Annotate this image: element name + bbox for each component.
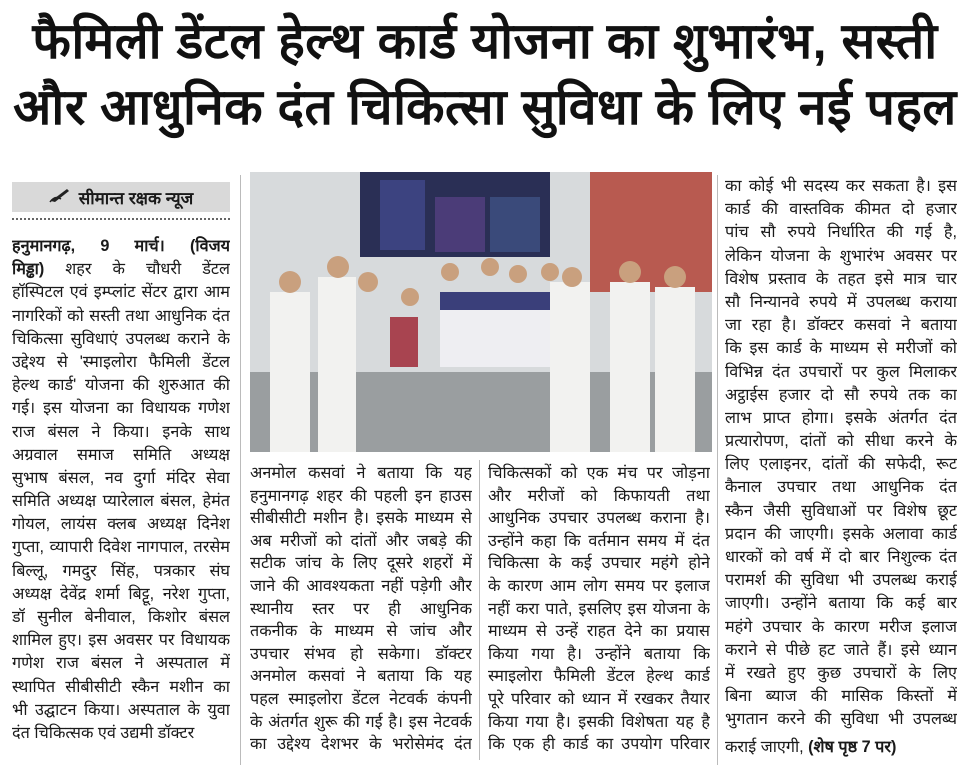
text-line: लेकिन योजना के शुभारंभ अवसर पर [725, 246, 957, 265]
text-line: कराने से पीछे हट जाते हैं। इसे ध्यान [725, 640, 957, 659]
text-line: का उद्देश्य देशभर के भरोसेमंद दंत [250, 735, 472, 754]
text-line: हॉस्पिटल एवं इम्प्लांट सेंटर द्वारा आम [12, 283, 230, 302]
column-divider [479, 460, 480, 760]
text-line: सुभाष बंसल, नव दुर्गा मंदिर सेवा [12, 468, 230, 487]
text-line: अग्रवाल समाज समिति अध्यक्ष [12, 445, 230, 464]
text-line: विभिन्न दंत उपचारों पर कुल मिलाकर [725, 362, 957, 381]
text-line [725, 736, 957, 759]
text-line: अब मरीजों को दांतों और जबड़े की [250, 531, 472, 550]
text-line: के कारण आम लोग समय पर इलाज [488, 576, 710, 595]
headline-line-1: फैमिली डेंटल हेल्थ कार्ड योजना का शुभारंभ, सस्ती [32, 13, 938, 69]
text-line: विशेष प्रस्ताव के तहत इसे मात्र चार [725, 269, 957, 288]
pen-icon [49, 187, 71, 208]
text-line: परामर्श की सुविधा भी उपलब्ध कराई [725, 571, 957, 590]
text-line: डॉ सुनील बेनीवाल, किशोर बंसल [12, 608, 230, 626]
text-line: चिकित्सकों को एक मंच पर जोड़ना [488, 464, 710, 482]
text-line: स्थानीय स्तर पर ही आधुनिक [250, 599, 472, 618]
text-line: बिना ब्याज की मासिक किस्तों में [725, 687, 957, 706]
text-line: पहल स्माइलोरा डेंटल नेटवर्क कंपनी [250, 689, 472, 708]
text-line: गुप्ता, व्यापारी दिवेश नागपाल, तरसेम [12, 538, 230, 557]
article-column-1 [12, 235, 230, 745]
text-line: माध्यम से उन्हें राहत देने का प्रयास [488, 622, 710, 641]
text-line: हेल्थ कार्ड' योजना की शुरुआत की [12, 376, 230, 395]
text-line: पूरे परिवार को ध्यान में रखकर तैयार [488, 689, 710, 708]
text-line: शामिल हुए। इस अवसर पर विधायक [12, 631, 230, 650]
text-line: अट्ठाईस हजार दो सौ रुपये तक का [725, 385, 957, 404]
text-line: स्माइलोरा फैमिली डेंटल हेल्थ कार्ड [488, 667, 710, 686]
continued-on-page: (शेष पृष्ठ 7 पर) [808, 737, 897, 756]
text-line: आधुनिक उपचार उपलब्ध कराना है। [488, 509, 710, 528]
text-line: अध्यक्ष देवेंद्र शर्मा बिट्टू, नरेश गुप्ता, [12, 584, 230, 603]
closing-text: कराई जाएगी, [725, 737, 804, 756]
text-line: अनमोल कसवां ने बताया कि यह [250, 667, 472, 686]
text-line: सटीक जांच के लिए दूसरे शहरों में [250, 554, 472, 573]
dateline: हनुमानगढ़, 9 मार्च। (विजय [12, 237, 230, 255]
text-line: गई। इस योजना का विधायक गणेश [12, 399, 230, 418]
text-line: धारकों को वर्ष में दो बार निशुल्क दंत [725, 548, 957, 566]
text-line: कैनाल उपचार तथा आधुनिक दंत [725, 478, 957, 497]
text-line: नहीं करा पाते, इसलिए इस योजना के [488, 599, 710, 618]
text-line: चिकित्सा सुविधाएं उपलब्ध कराने के [12, 329, 230, 348]
text-line: भुगतान करने की सुविधा भी उपलब्ध [725, 710, 957, 729]
byline-box [12, 182, 230, 212]
text-line: गणेश राज बंसल ने अस्पताल में [12, 654, 230, 673]
article-column-3 [488, 462, 710, 756]
text-line: बिल्लू, गमदुर सिंह, पत्रकार संघ [12, 561, 230, 580]
text-line: का कोई भी सदस्य कर सकता है। इस [725, 177, 957, 195]
article-column-2 [250, 462, 472, 756]
column-divider [240, 175, 241, 765]
text-line: कि इस कार्ड के माध्यम से मरीजों को [725, 339, 957, 358]
text-line: जा रहा है। डॉक्टर कसवां ने बताया [725, 316, 957, 335]
text-line: किया गया है। इसकी विशेषता यह है [488, 712, 710, 731]
text-line: में रखते हुए कुछ उपचारों के लिए [725, 663, 957, 682]
text-line: गोयल, लायंस क्लब अध्यक्ष दिनेश [12, 515, 230, 534]
text-line: सीबीसीटी मशीन है। इसके माध्यम से [250, 509, 472, 528]
text-line: के अंतर्गत शुरू की गई है। इस नेटवर्क [250, 712, 472, 731]
text-line: और मरीजों को किफायती तथा [488, 486, 710, 505]
reporter-name: मिड्ढा) [12, 260, 45, 279]
text-line: दंत चिकित्सक एवं उद्यमी डॉक्टर [12, 723, 195, 742]
text-line: उद्देश्य से 'स्माइलोरा फैमिली डेंटल [12, 352, 230, 371]
headline [0, 8, 970, 140]
column-divider [717, 175, 718, 765]
headline-line-2: और आधुनिक दंत चिकित्सा सुविधा के लिए नई पहल [13, 79, 957, 135]
text-line: नागरिकों को सस्ती तथा आधुनिक दंत [12, 306, 230, 325]
text-line: प्रत्यारोपण, दांतों को सीधा करने के [725, 432, 957, 451]
text-line: स्थापित सीबीसीटी स्कैन मशीन का [12, 677, 230, 696]
dateline-line [12, 235, 230, 258]
text-line: चिकित्सा के कई उपचार महंगे होने [488, 554, 710, 573]
text-line: महंगे उपचार के कारण मरीज इलाज [725, 617, 957, 636]
text-line: उपचार संभव हो सकेगा। डॉक्टर [250, 644, 472, 663]
byline-divider [12, 218, 230, 220]
article-column-4 [725, 175, 957, 759]
byline-source: सीमान्त रक्षक न्यूज [78, 188, 194, 208]
text-line: तकनीक के माध्यम से जांच और [250, 622, 472, 641]
text-line: समिति अध्यक्ष प्यारेलाल बंसल, हेमंत [12, 492, 230, 511]
text-line: कि एक ही कार्ड का उपयोग परिवार [488, 735, 710, 754]
text-line: स्कैन जैसी सुविधाओं पर विशेष छूट [725, 501, 957, 520]
text-line: राज बंसल ने किया। इनके साथ [12, 422, 230, 441]
text-line: सौ निन्यानवे रुपये में उपलब्ध कराया [725, 292, 957, 311]
event-photo [250, 172, 712, 452]
text-line: भी उद्घाटन किया। अस्पताल के युवा [12, 700, 230, 719]
photo-illustration [250, 172, 712, 452]
text-line: लिए एलाइनर, दांतों की सफेदी, रूट [725, 455, 957, 474]
text-line: किया गया है। उन्होंने बताया कि [488, 644, 710, 663]
text-line: उन्होंने कहा कि वर्तमान समय में दंत [488, 531, 710, 550]
text-line: जाएगी। उन्होंने बताया कि कई बार [725, 594, 957, 613]
text-line: मिड्ढा) शहर के चौधरी डेंटल [12, 260, 230, 279]
text-line: पांच सौ रुपये निर्धारित की गई है, [725, 223, 957, 242]
text-line: हनुमानगढ़ शहर की पहली इन हाउस [250, 486, 472, 505]
text-line: प्रदान की जाएगी। इसके अलावा कार्ड [725, 524, 957, 543]
text-line: जाने की आवश्यकता नहीं पड़ेगी और [250, 576, 472, 595]
text-line: कार्ड की वास्तविक कीमत दो हजार [725, 200, 957, 219]
text-line: अनमोल कसवां ने बताया कि यह [250, 464, 472, 482]
text-line: लाभ प्राप्त होगा। इसके अंतर्गत दंत [725, 408, 957, 427]
